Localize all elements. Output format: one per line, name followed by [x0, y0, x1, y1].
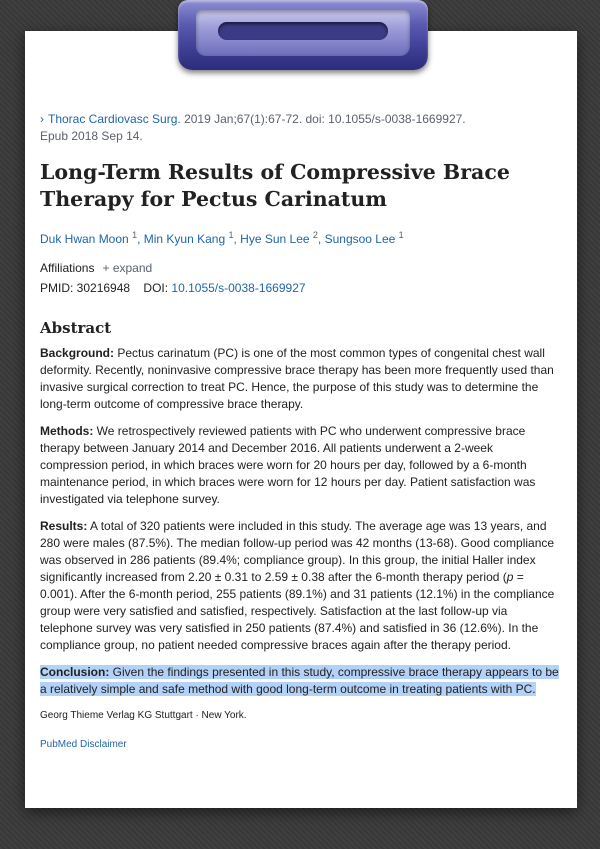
abstract-results — [40, 518, 560, 654]
pmid: PMID: 30216948 — [40, 281, 131, 295]
clipboard-clip — [178, 0, 428, 70]
author-link[interactable]: Duk Hwan Moon — [40, 232, 129, 246]
affiliations-label: Affiliations — [40, 261, 95, 275]
article-content — [40, 111, 560, 750]
publisher-note: Georg Thieme Verlag KG Stuttgart · New York. — [40, 710, 247, 721]
affiliation-ref[interactable]: 1 — [398, 230, 404, 240]
p-value-symbol: p — [506, 570, 514, 584]
clip-slot — [218, 22, 388, 40]
author-link[interactable]: Sungsoo Lee — [324, 232, 396, 246]
methods-text: We retrospectively reviewed patients with PC who underwent compressive brace therapy between January 2014 and December 2016. All patients underwent a 2-week compression period, in which braces were worn for 20 hours per day, followed by a 6-month maintenance period, in which braces were worn for 12 hours per day. Patient satisfaction was investigated via telephone survey. — [40, 424, 536, 506]
methods-label: Methods: — [40, 424, 94, 438]
journal-link[interactable]: Thorac Cardiovasc Surg. — [48, 112, 181, 126]
abstract-heading: Abstract — [40, 319, 112, 337]
doi-link[interactable]: 10.1055/s-0038-1669927 — [171, 281, 306, 295]
author-list: Duk Hwan Moon $^1$, Min Kyun Kang $^1$, Hye Sun Lee $^2$, Sungsoo Lee $^1$ — [40, 230, 404, 246]
pubmed-disclaimer-link[interactable]: PubMed Disclaimer — [40, 739, 127, 750]
doi-label: DOI: — [143, 281, 169, 295]
page-title: Long-Term Results of Compressive Brace Therapy for Pectus Carinatum — [40, 160, 510, 211]
citation — [40, 111, 560, 145]
chevron-right-icon: › — [40, 112, 44, 126]
abstract-conclusion — [40, 664, 560, 698]
results-text-cont: = 0.001). After the 6-month period, 255 patients (89.1%) and 31 patients (12.1%) in the compliance group were very satisfied and satisfied, respectively. Satisfaction at the last follow-up via telephone survey was very satisfied in 250 patients (87.4%) and satisfied in 36 (12.6%). In the compliance group, no patient needed compressive braces again after the therapy period. — [40, 570, 555, 652]
paper-sheet — [25, 31, 577, 808]
expand-button[interactable]: + expand — [102, 261, 153, 275]
results-text: A total of 320 patients were included in this study. The average age was 13 years, and 280 were males (87.5%). The median follow-up period was 42 months (13-68). Good compliance was observed in 286 patients (89.4%; compliance group). In this group, the initial Haller index significantly increased from 2.20 ± 0.31 to 2.59 ± 0.38 after the 6-month therapy period ( — [40, 519, 555, 584]
abstract-background — [40, 345, 560, 413]
affiliation-ref[interactable]: 1 — [132, 230, 138, 240]
identifiers — [40, 280, 560, 297]
background-text: Pectus carinatum (PC) is one of the most common types of congenital chest wall deformity. Recently, noninvasive compressive brace therapy has been more frequently used than invasive surgical correction to treat PC. Hence, the purpose of this study was to determine the long-term outcome of compressive brace therapy. — [40, 346, 554, 411]
affiliation-ref[interactable]: 1 — [228, 230, 234, 240]
results-label: Results: — [40, 519, 88, 533]
author-link[interactable]: Min Kyun Kang — [143, 232, 226, 246]
background-label: Background: — [40, 346, 115, 360]
citation-details: 2019 Jan;67(1):67-72. doi: 10.1055/s-0038-1669927. — [184, 112, 466, 126]
conclusion-text: Given the findings presented in this study, compressive brace therapy appears to be a relatively simple and safe method with good long-term outcome in treating patients with PC. — [40, 665, 559, 696]
affiliations-row — [40, 260, 560, 277]
author-link[interactable]: Hye Sun Lee — [240, 232, 310, 246]
selected-text[interactable] — [40, 665, 559, 696]
abstract-methods — [40, 423, 560, 508]
conclusion-label: Conclusion: — [40, 665, 110, 679]
epub-date: Epub 2018 Sep 14. — [40, 129, 143, 143]
affiliation-ref[interactable]: 2 — [312, 230, 318, 240]
